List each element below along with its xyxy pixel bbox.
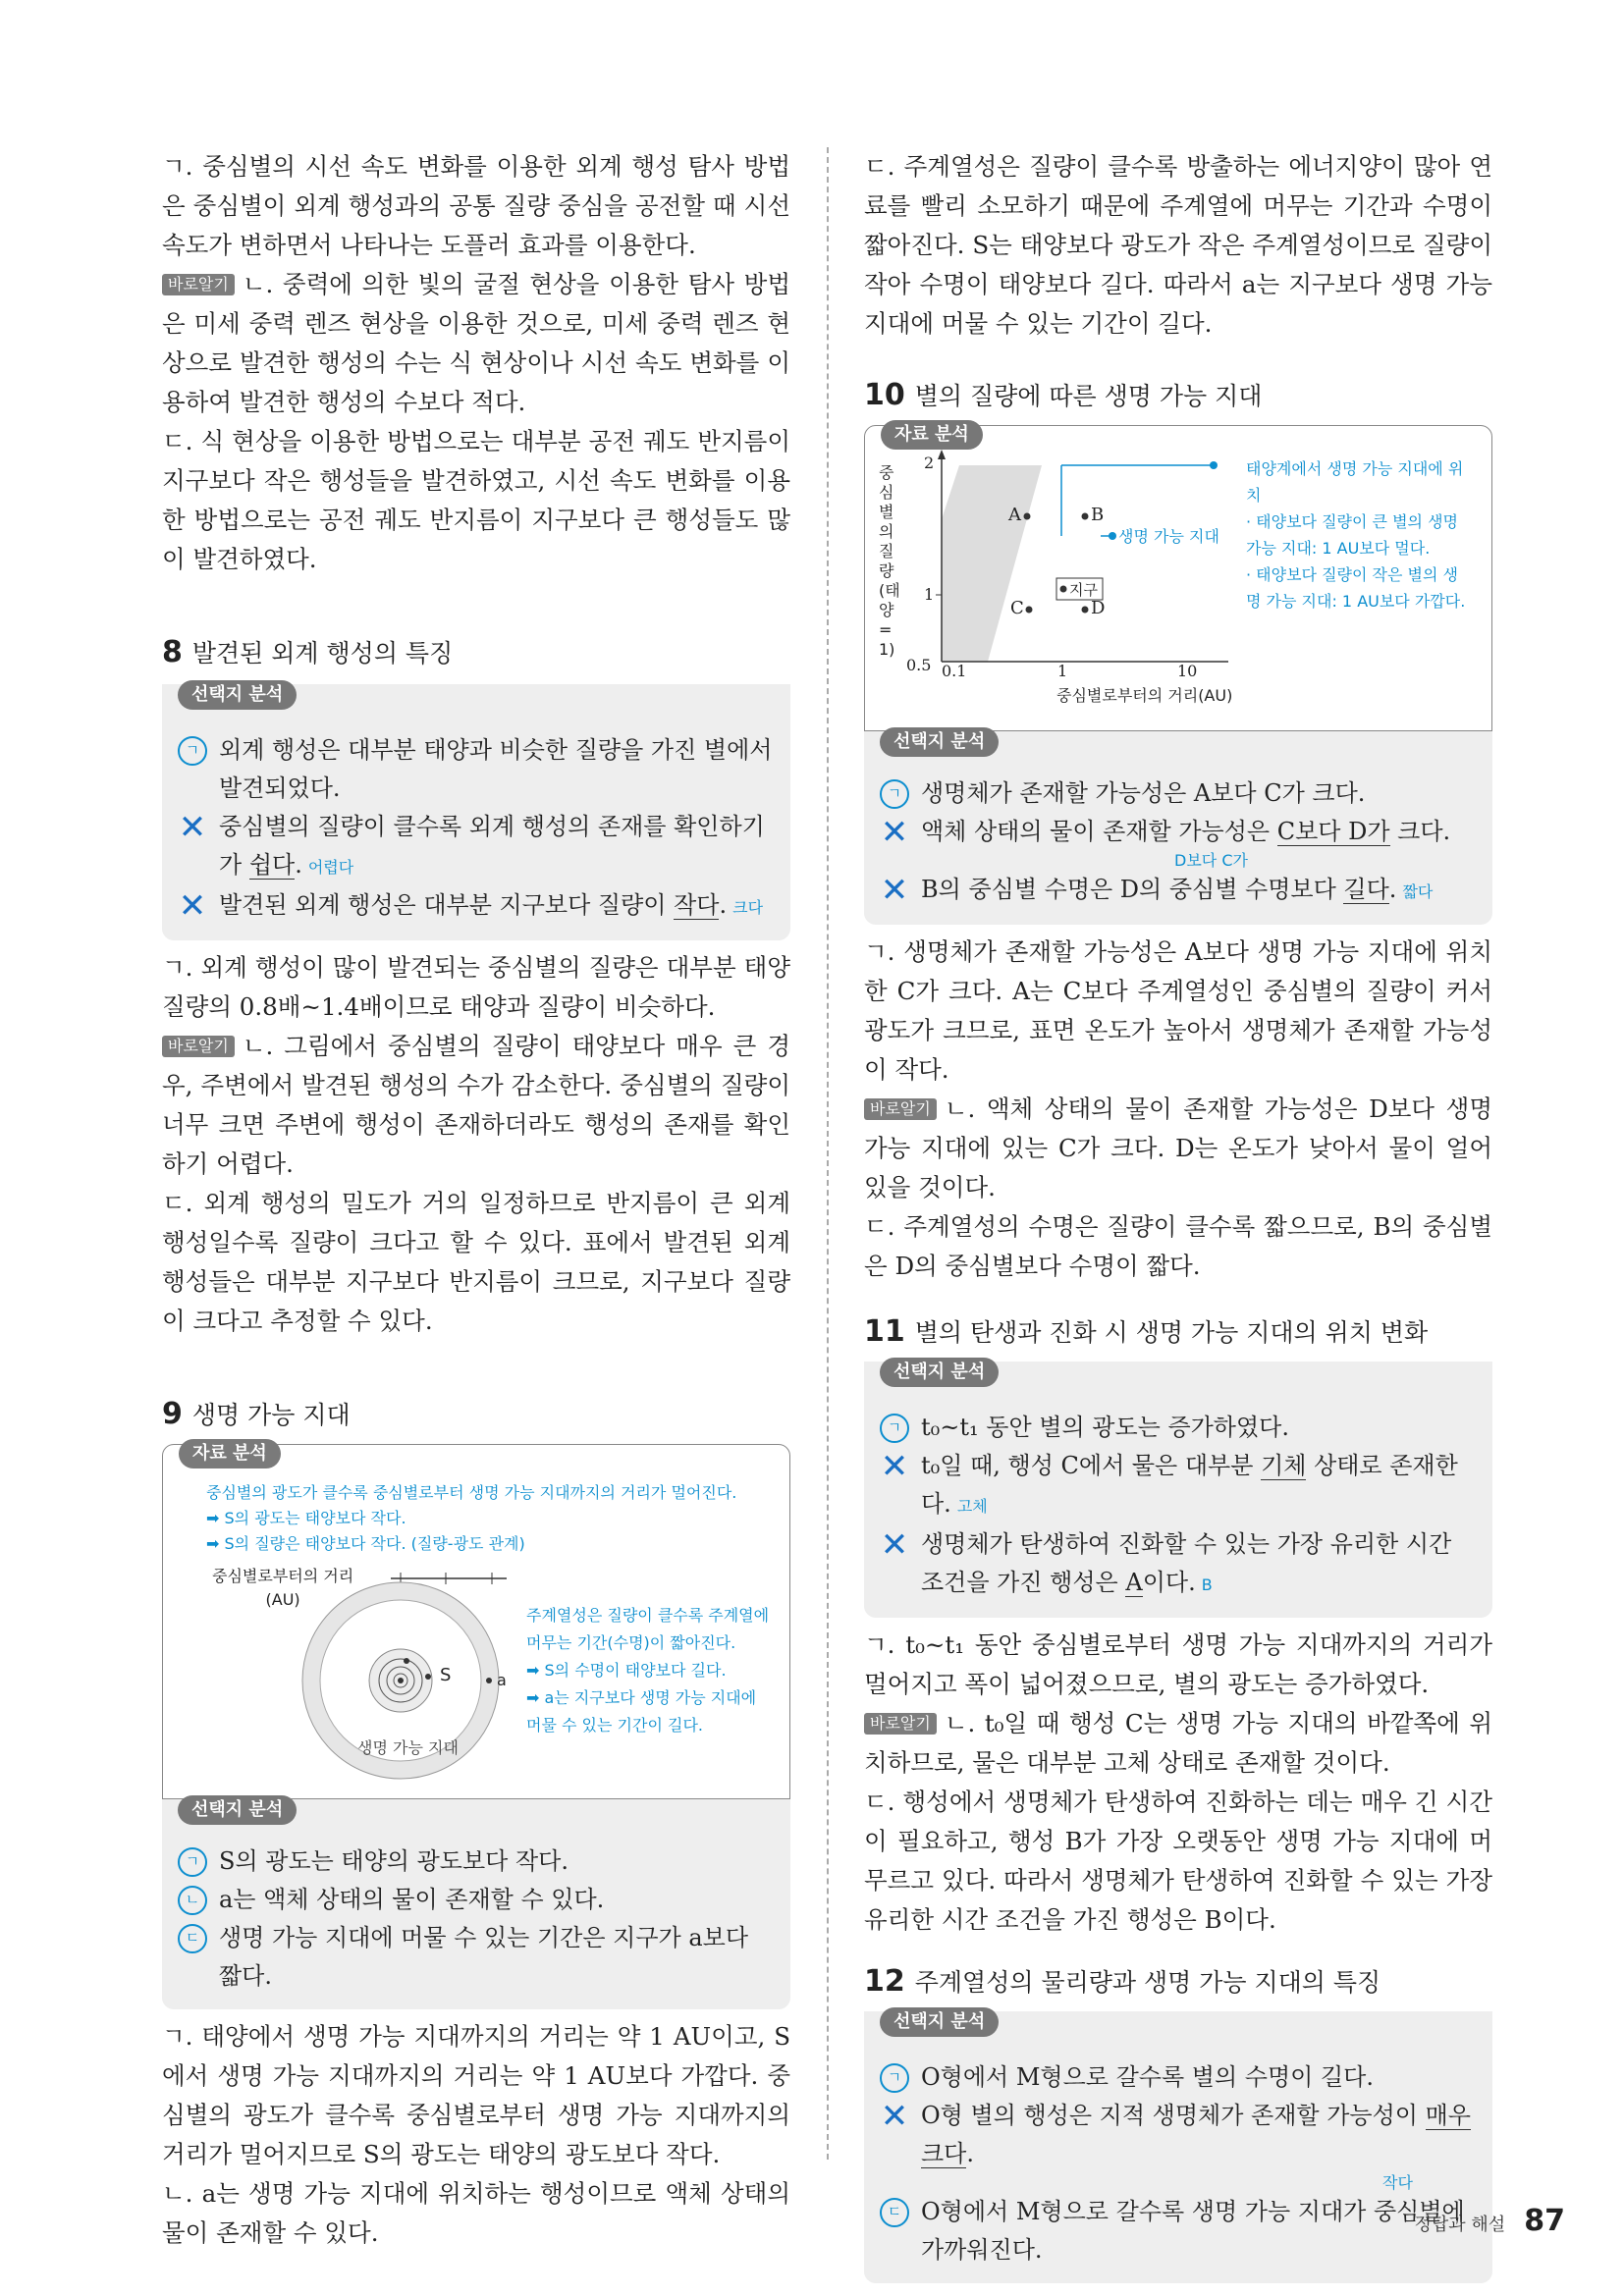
x-mark-icon: ✕ (178, 808, 207, 847)
circle-mark-icon: ㄱ (880, 779, 909, 809)
option-correct: ㄱ O형에서 M형으로 갈수록 별의 수명이 길다. (880, 2058, 1477, 2097)
x-mark-icon: ✕ (880, 1525, 909, 1565)
question-title: 8 발견된 외계 행성의 특징 (162, 635, 454, 669)
option-analysis-box (864, 1362, 1492, 1618)
x-mark-icon: ✕ (880, 2097, 909, 2136)
option-analysis-tag: 선택지 분석 (880, 1358, 999, 1387)
planet-label: a (497, 1671, 507, 1689)
option-correct: ㄱ S의 광도는 태양의 광도보다 작다. (178, 1842, 775, 1881)
axis-label: 중심별로부터의 거리 (AU) (212, 1567, 354, 1609)
paragraph: ㄱ. 태양에서 생명 가능 지대까지의 거리는 약 1 AU이고, S에서 생명 가능 지대까지의 거리는 약 1 AU보다 가깝다. 중심별의 광도가 클수록 중심별로부터 생명 가능 지대까지의 거리가 멀어지므로 S의 광도는 태양의 광도보다 작다. (162, 2022, 790, 2168)
option-correct: ㄱ 외계 행성은 대부분 태양과 비슷한 질량을 가진 별에서 발견되었다. (178, 731, 775, 808)
point-label: D (1091, 598, 1106, 618)
question-title: 12 주계열성의 물리량과 생명 가능 지대의 특징 (864, 1964, 1381, 1999)
page-footer (1414, 2204, 1565, 2238)
option-correct: ㄷ O형에서 M형으로 갈수록 생명 가능 지대가 중심별에 가까워진다. (880, 2193, 1477, 2269)
y-tick: 0.5 (906, 656, 932, 674)
point-label: B (1091, 505, 1105, 525)
x-mark-icon: ✕ (880, 1447, 909, 1486)
circle-mark-icon: ㄱ (880, 2063, 909, 2093)
x-mark-icon: ✕ (880, 813, 909, 852)
option-correct: ㄱ t₀~t₁ 동안 별의 광도는 증가하였다. (880, 1409, 1477, 1447)
question-title: 9 생명 가능 지대 (162, 1397, 351, 1431)
point-label: C (1010, 598, 1024, 618)
x-tick: 1 (1057, 662, 1068, 680)
paragraph: ㄱ. 중심별의 시선 속도 변화를 이용한 외계 행성 탐사 방법은 중심별이 외계 행성과의 공통 질량 중심을 공전할 때 시선 속도가 변하면서 나타나는 도플러 효과를 이용한다. (162, 152, 790, 259)
option-correct: ㄴ a는 액체 상태의 물이 존재할 수 있다. (178, 1881, 775, 1919)
option-wrong: ✕ O형 별의 행성은 지적 생명체가 존재할 가능성이 매우 크다. 작다 (880, 2097, 1471, 2192)
wrong-badge: 바로알기 (864, 1098, 937, 1120)
option-wrong: ✕ 액체 상태의 물이 존재할 가능성은 C보다 D가 크다. D보다 C가 (880, 813, 1451, 870)
option-wrong: ✕ B의 중심별 수명은 D의 중심별 수명보다 길다. 짧다 (880, 871, 1434, 910)
data-analysis-box (162, 1444, 790, 1799)
paragraph: 바로알기 ㄴ. 액체 상태의 물이 존재할 가능성은 D보다 생명 가능 지대에 있는 C가 크다. D는 온도가 낮아서 물이 얼어 있을 것이다. (864, 1095, 1492, 1201)
circle-mark-icon: ㄱ (178, 736, 207, 766)
paragraph: ㄷ. 외계 행성의 밀도가 거의 일정하므로 반지름이 큰 외계 행성일수록 질량이 크다고 할 수 있다. 표에서 발견된 외계 행성들은 대부분 지구보다 반지름이 크므로, 지구보다 질량이 크다고 추정할 수 있다. (162, 1189, 790, 1335)
question-12 (864, 1965, 1492, 2283)
question-9 (162, 1398, 790, 2253)
paragraph: ㄷ. 주계열성의 수명은 질량이 클수록 짧으므로, B의 중심별은 D의 중심별보다 수명이 짧다. (864, 1212, 1492, 1280)
note: 중심별의 광도가 클수록 중심별로부터 생명 가능 지대까지의 거리가 멀어진다. ➡ S의 광도는 태양보다 작다. ➡ S의 질량은 태양보다 작다. (질량-광도 관계) (206, 1483, 737, 1553)
option-analysis-tag: 선택지 분석 (880, 727, 999, 757)
question-10 (864, 379, 1492, 1286)
y-tick: 2 (924, 454, 935, 472)
paragraph: 바로알기 ㄴ. 중력에 의한 빛의 굴절 현상을 이용한 탐사 방법은 미세 중력 렌즈 현상을 이용한 것으로, 미세 중력 렌즈 현상으로 발견한 행성의 수는 식 현상이나 시선 속도 변화를 이용하여 발견한 행성의 수보다 적다. (162, 270, 790, 416)
option-correct: ㄱ 생명체가 존재할 가능성은 A보다 C가 크다. (880, 774, 1477, 813)
paragraph: 바로알기 ㄴ. t₀일 때 행성 C는 생명 가능 지대의 바깥쪽에 위치하므로, 물은 대부분 고체 상태로 존재할 것이다. (864, 1709, 1492, 1777)
star-label: S (440, 1665, 452, 1685)
question-11 (864, 1315, 1492, 1940)
x-mark-icon: ✕ (880, 871, 909, 910)
option-analysis-tag: 선택지 분석 (178, 680, 297, 710)
wrong-badge: 바로알기 (162, 274, 235, 295)
x-tick: 10 (1177, 662, 1198, 680)
wrong-badge: 바로알기 (162, 1036, 235, 1057)
question-8 (162, 636, 790, 1341)
y-tick: 1 (924, 585, 935, 604)
question-title: 11 별의 탄생과 진화 시 생명 가능 지대의 위치 변화 (864, 1314, 1429, 1349)
note: 태양계에서 생명 가능 지대에 위치 · 태양보다 질량이 큰 별의 생명 가능 지대: 1 AU보다 멀다. · 태양보다 질량이 작은 별의 생명 가능 지대: 1 AU보다 가깝다. (1246, 459, 1466, 611)
paragraph: ㄷ. 행성에서 생명체가 탄생하여 진화하는 데는 매우 긴 시간이 필요하고, 행성 B가 가장 오랫동안 생명 가능 지대에 머무르고 있다. 따라서 생명체가 탄생하여 진화할 수 있는 가장 유리한 시간 조건을 가진 행성은 B이다. (864, 1788, 1492, 1934)
option-wrong: ✕ t₀일 때, 행성 C에서 물은 대부분 기체 상태로 존재한다. 고체 (880, 1447, 1458, 1518)
x-axis-label: 중심별로부터의 거리(AU) (1056, 686, 1233, 705)
data-analysis-tag: 자료 분석 (881, 420, 983, 450)
column-divider (827, 147, 829, 2160)
circle-mark-icon: ㄱ (880, 1414, 909, 1443)
left-column (162, 147, 790, 2253)
option-wrong: ✕ 발견된 외계 행성은 대부분 지구보다 질량이 작다. 크다 (178, 886, 764, 926)
paragraph: ㄴ. a는 생명 가능 지대에 위치하는 행성이므로 액체 상태의 물이 존재할 수 있다. (162, 2179, 790, 2247)
option-analysis-box (864, 731, 1492, 925)
paragraph: ㄱ. 생명체가 존재할 가능성은 A보다 생명 가능 지대에 위치한 C가 크다. A는 C보다 주계열성인 중심별의 질량이 커서 광도가 크므로, 표면 온도가 높아서 생명체가 존재할 가능성이 작다. (864, 937, 1492, 1084)
paragraph: 바로알기 ㄴ. 그림에서 중심별의 질량이 태양보다 매우 큰 경우, 주변에서 발견된 행성의 수가 감소한다. 중심별의 질량이 너무 크면 주변에 행성이 존재하더라도 행성의 존재를 확인하기 어렵다. (162, 1032, 790, 1178)
option-analysis-box (162, 684, 790, 940)
option-analysis-tag: 선택지 분석 (880, 2007, 999, 2037)
option-correct: ㄷ 생명 가능 지대에 머물 수 있는 기간은 지구가 a보다 짧다. (178, 1919, 775, 1996)
y-axis-label: 중심별의 질량(태양=1) (879, 463, 900, 659)
x-tick: 0.1 (942, 662, 967, 680)
circle-mark-icon: ㄴ (178, 1886, 207, 1915)
option-analysis-tag: 선택지 분석 (178, 1795, 297, 1825)
page-number: 87 (1524, 2204, 1565, 2238)
zone-label: 생명 가능 지대 (1118, 527, 1219, 546)
earth-label: 지구 (1069, 581, 1098, 599)
circle-mark-icon: ㄱ (178, 1847, 207, 1877)
option-analysis-box (864, 2011, 1492, 2283)
paragraph: ㄷ. 주계열성은 질량이 클수록 방출하는 에너지양이 많아 연료를 빨리 소모하기 때문에 주계열에 머무는 기간과 수명이 짧아진다. S는 태양보다 광도가 작은 주계열성이므로 질량이 작아 수명이 태양보다 길다. 따라서 a는 지구보다 생명 가능 지대에 머물 수 있는 기간이 길다. (864, 152, 1492, 338)
option-wrong: ✕ 생명체가 탄생하여 진화할 수 있는 가장 유리한 시간 조건을 가진 행성은 A이다. B (880, 1525, 1452, 1596)
data-analysis-tag: 자료 분석 (179, 1439, 281, 1468)
question-title: 10 별의 질량에 따른 생명 가능 지대 (864, 378, 1263, 412)
zone-label: 생명 가능 지대 (357, 1738, 459, 1757)
footer-label: 정답과 해설 (1414, 2215, 1506, 2235)
circle-mark-icon: ㄷ (880, 2198, 909, 2227)
paragraph: ㄱ. 외계 행성이 많이 발견되는 중심별의 질량은 대부분 태양 질량의 0.8배~1.4배이므로 태양과 질량이 비슷하다. (162, 953, 790, 1021)
paragraph: ㄱ. t₀~t₁ 동안 중심별로부터 생명 가능 지대까지의 거리가 멀어지고 폭이 넓어졌으므로, 별의 광도는 증가하였다. (864, 1630, 1492, 1698)
data-analysis-box (864, 425, 1492, 731)
paragraph: ㄷ. 식 현상을 이용한 방법으로는 대부분 공전 궤도 반지름이 지구보다 작은 행성들을 발견하였고, 시선 속도 변화를 이용한 방법으로는 공전 궤도 반지름이 지구보다 큰 행성들도 많이 발견하였다. (162, 427, 790, 573)
x-mark-icon: ✕ (178, 886, 207, 926)
circle-mark-icon: ㄷ (178, 1924, 207, 1953)
option-wrong: ✕ 중심별의 질량이 클수록 외계 행성의 존재를 확인하기가 쉽다. 어렵다 (178, 808, 765, 879)
option-analysis-box (162, 1799, 790, 2009)
wrong-badge: 바로알기 (864, 1713, 937, 1735)
note: 주계열성은 질량이 클수록 주계열에 머무는 기간(수명)이 짧아진다. ➡ S의 수명이 태양보다 길다. ➡ a는 지구보다 생명 가능 지대에 머물 수 있는 기간이 길다. (526, 1606, 770, 1735)
right-column (864, 147, 1492, 2283)
point-label: A (1008, 505, 1021, 525)
